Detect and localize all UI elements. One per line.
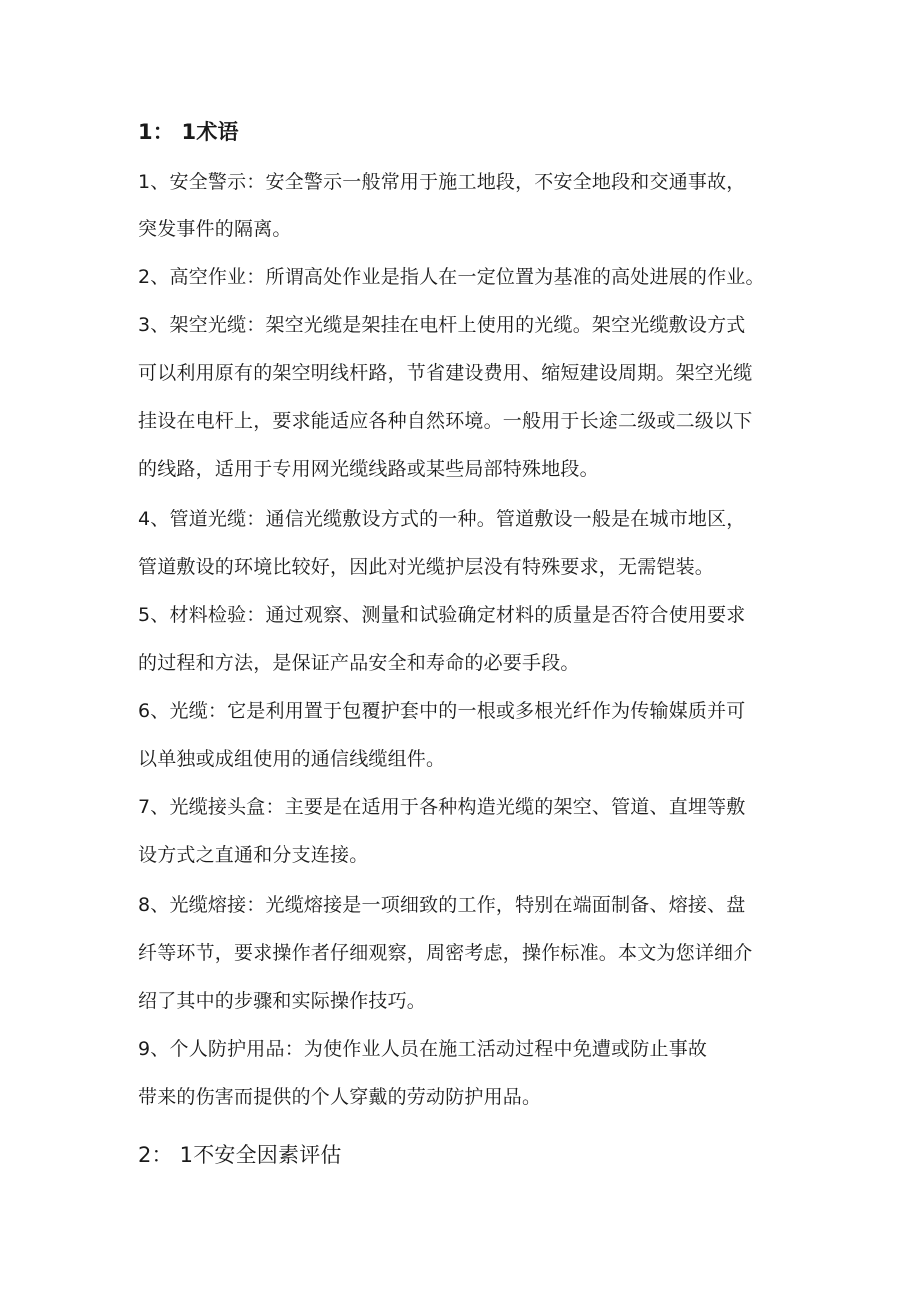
section-2-heading: 2： 1不安全因素评估: [138, 1143, 342, 1167]
term-4-line-2: 管道敷设的环境比较好，因此对光缆护层没有特殊要求，无需铠装。: [138, 556, 715, 578]
term-3-line-2: 可以利用原有的架空明线杆路，节省建设费用、缩短建设周期。架空光缆: [138, 362, 753, 384]
term-1-line-1: 1、安全警示：安全警示一般常用于施工地段，不安全地段和交通事故，: [138, 171, 746, 193]
term-2-line-1: 2、高空作业：所谓高处作业是指人在一定位置为基准的高处进展的作业。: [138, 266, 765, 288]
term-3-line-3: 挂设在电杆上，要求能适应各种自然环境。一般用于长途二级或二级以下: [138, 410, 753, 432]
term-3-line-4: 的线路，适用于专用网光缆线路或某些局部特殊地段。: [138, 458, 599, 480]
term-7-line-2: 设方式之直通和分支连接。: [138, 844, 369, 866]
term-6-line-1: 6、光缆：它是利用置于包覆护套中的一根或多根光纤作为传输媒质并可: [138, 700, 746, 722]
term-9-line-2: 带来的伤害而提供的个人穿戴的劳动防护用品。: [138, 1086, 542, 1108]
term-8-line-1: 8、光缆熔接：光缆熔接是一项细致的工作，特别在端面制备、熔接、盘: [138, 894, 746, 916]
term-1-line-2: 突发事件的隔离。: [138, 218, 292, 240]
term-9-line-1: 9、个人防护用品：为使作业人员在施工活动过程中免遭或防止事故: [138, 1038, 708, 1060]
section-1-heading: 1： 1术语: [138, 120, 239, 144]
term-7-line-1: 7、光缆接头盒：主要是在适用于各种构造光缆的架空、管道、直埋等敷: [138, 796, 746, 818]
term-3-line-1: 3、架空光缆：架空光缆是架挂在电杆上使用的光缆。架空光缆敷设方式: [138, 314, 746, 336]
term-6-line-2: 以单独或成组使用的通信线缆组件。: [138, 748, 446, 770]
term-5-line-1: 5、材料检验：通过观察、测量和试验确定材料的质量是否符合使用要求: [138, 604, 746, 626]
term-4-line-1: 4、管道光缆：通信光缆敷设方式的一种。管道敷设一般是在城市地区，: [138, 508, 746, 530]
term-5-line-2: 的过程和方法，是保证产品安全和寿命的必要手段。: [138, 652, 580, 674]
term-8-line-2: 纤等环节，要求操作者仔细观察，周密考虑，操作标准。本文为您详细介: [138, 942, 753, 964]
term-8-line-3: 绍了其中的步骤和实际操作技巧。: [138, 990, 427, 1012]
